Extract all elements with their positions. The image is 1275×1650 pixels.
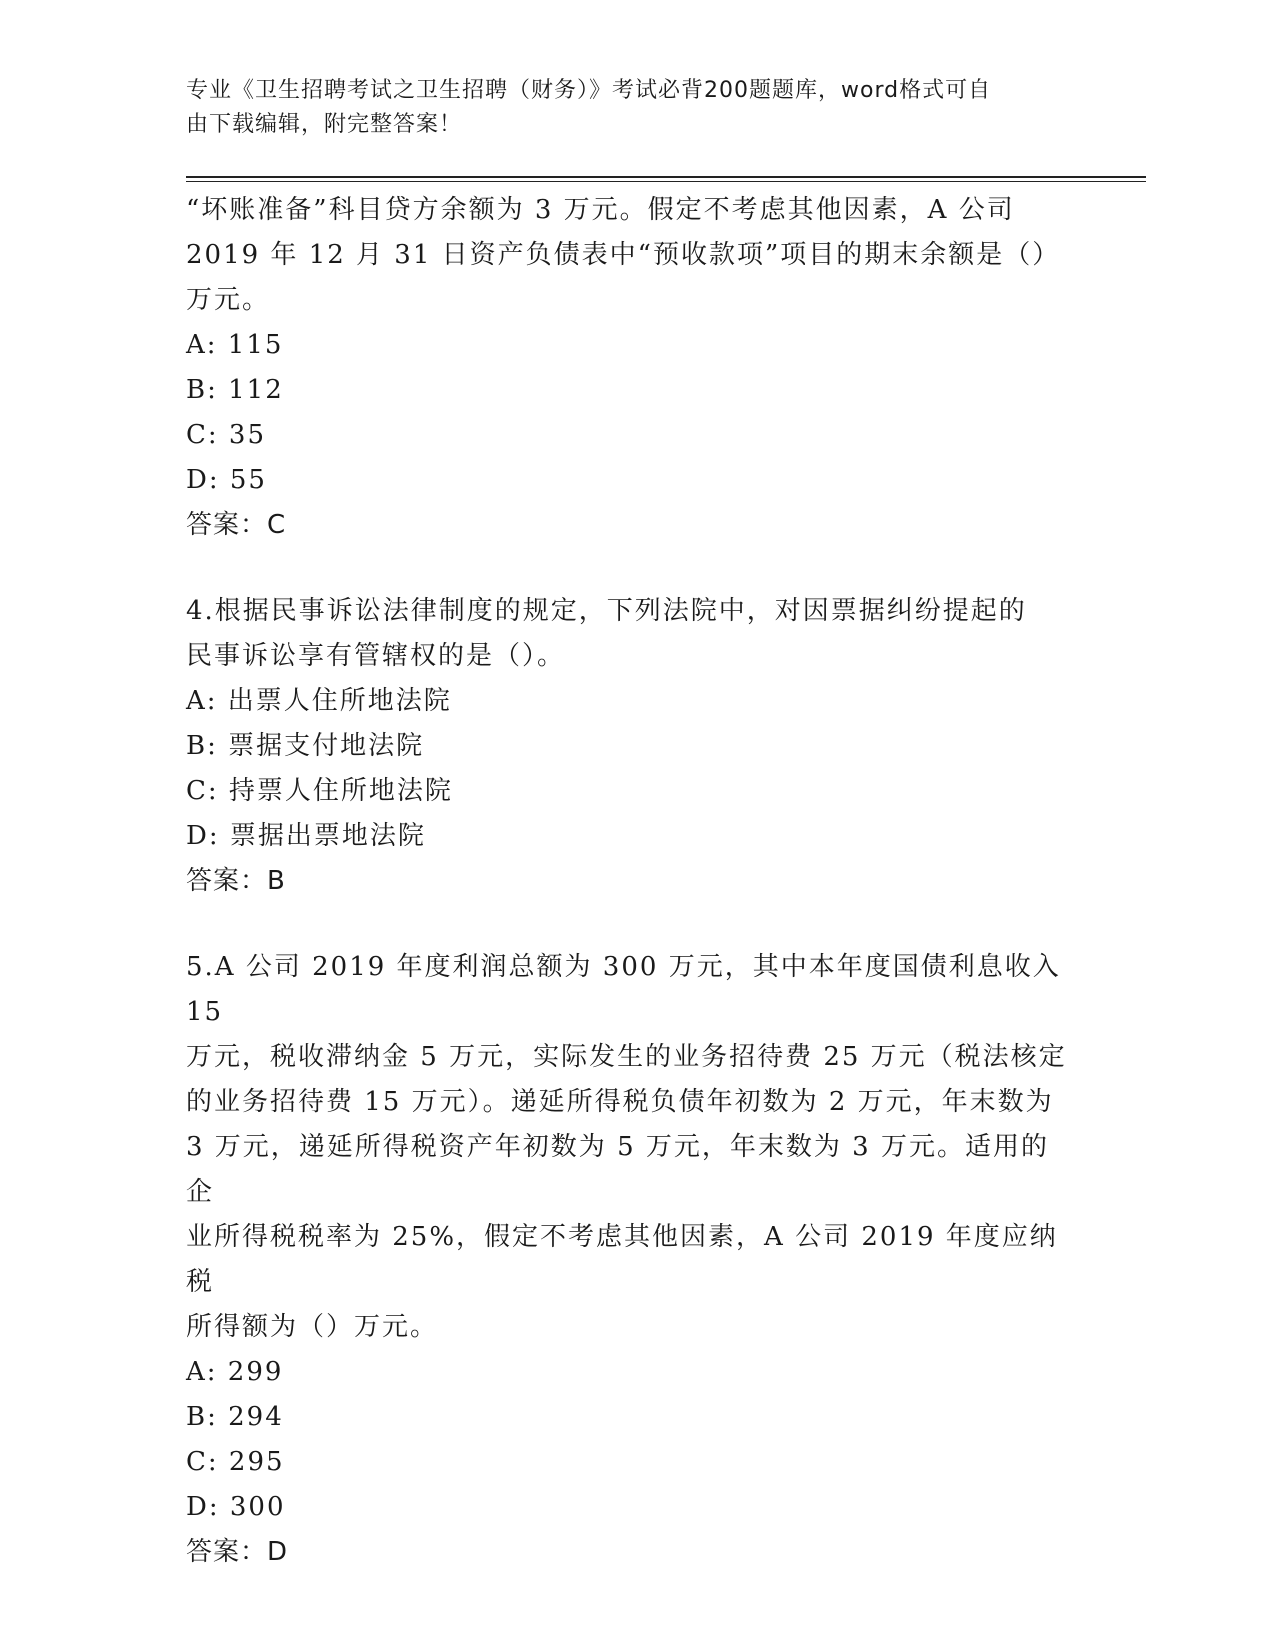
question-5-line: 业所得税税率为 25%，假定不考虑其他因素，A 公司 2019 年度应纳税 — [186, 1222, 1058, 1297]
header-divider-thick — [186, 176, 1146, 178]
question-3-line: 万元。 — [186, 285, 271, 315]
question-3-line: 2019 年 12 月 31 日资产负债表中“预收款项”项目的期末余额是（） — [186, 240, 1061, 270]
question-3 — [186, 188, 1076, 548]
question-3-option-c: C: 35 — [186, 420, 267, 450]
question-4-option-c: C: 持票人住所地法院 — [186, 776, 453, 806]
question-5-option-b: B: 294 — [186, 1402, 284, 1432]
question-5-option-a: A: 299 — [186, 1357, 284, 1387]
question-5-line: 3 万元，递延所得税资产年初数为 5 万元，年末数为 3 万元。适用的企 — [186, 1132, 1049, 1207]
question-5-option-c: C: 295 — [186, 1447, 285, 1477]
document-body — [186, 188, 1076, 1575]
question-5 — [186, 945, 1076, 1575]
question-4-option-b: B: 票据支付地法院 — [186, 731, 425, 761]
question-4-option-d: D: 票据出票地法院 — [186, 821, 426, 851]
question-3-line: “坏账准备”科目贷方余额为 3 万元。假定不考虑其他因素，A 公司 — [186, 195, 1015, 225]
question-4-option-a: A: 出票人住所地法院 — [186, 686, 452, 716]
question-4-line: 民事诉讼享有管辖权的是（）。 — [186, 641, 566, 671]
document-header — [186, 74, 1066, 142]
question-3-option-b: B: 112 — [186, 375, 284, 405]
question-5-answer: 答案：D — [186, 1537, 289, 1567]
question-3-answer: 答案：C — [186, 510, 287, 540]
question-5-line: 的业务招待费 15 万元）。递延所得税负债年初数为 2 万元，年末数为 — [186, 1087, 1054, 1117]
spacer — [186, 548, 1076, 589]
spacer — [186, 904, 1076, 945]
question-4-line: 4.根据民事诉讼法律制度的规定，下列法院中，对因票据纠纷提起的 — [186, 596, 1027, 626]
question-3-option-d: D: 55 — [186, 465, 267, 495]
question-5-line: 万元，税收滞纳金 5 万元，实际发生的业务招待费 25 万元（税法核定 — [186, 1042, 1067, 1072]
header-divider-thin — [186, 181, 1146, 182]
question-3-option-a: A: 115 — [186, 330, 284, 360]
question-5-line: 5.A 公司 2019 年度利润总额为 300 万元，其中本年度国债利息收入 15 — [186, 952, 1061, 1027]
question-4-answer: 答案：B — [186, 866, 286, 896]
header-line-1: 专业《卫生招聘考试之卫生招聘（财务）》考试必背200题题库，word格式可自 — [186, 78, 992, 103]
question-5-option-d: D: 300 — [186, 1492, 286, 1522]
header-line-2: 由下载编辑，附完整答案！ — [186, 112, 463, 137]
question-5-line: 所得额为（）万元。 — [186, 1312, 439, 1342]
question-4 — [186, 589, 1076, 904]
